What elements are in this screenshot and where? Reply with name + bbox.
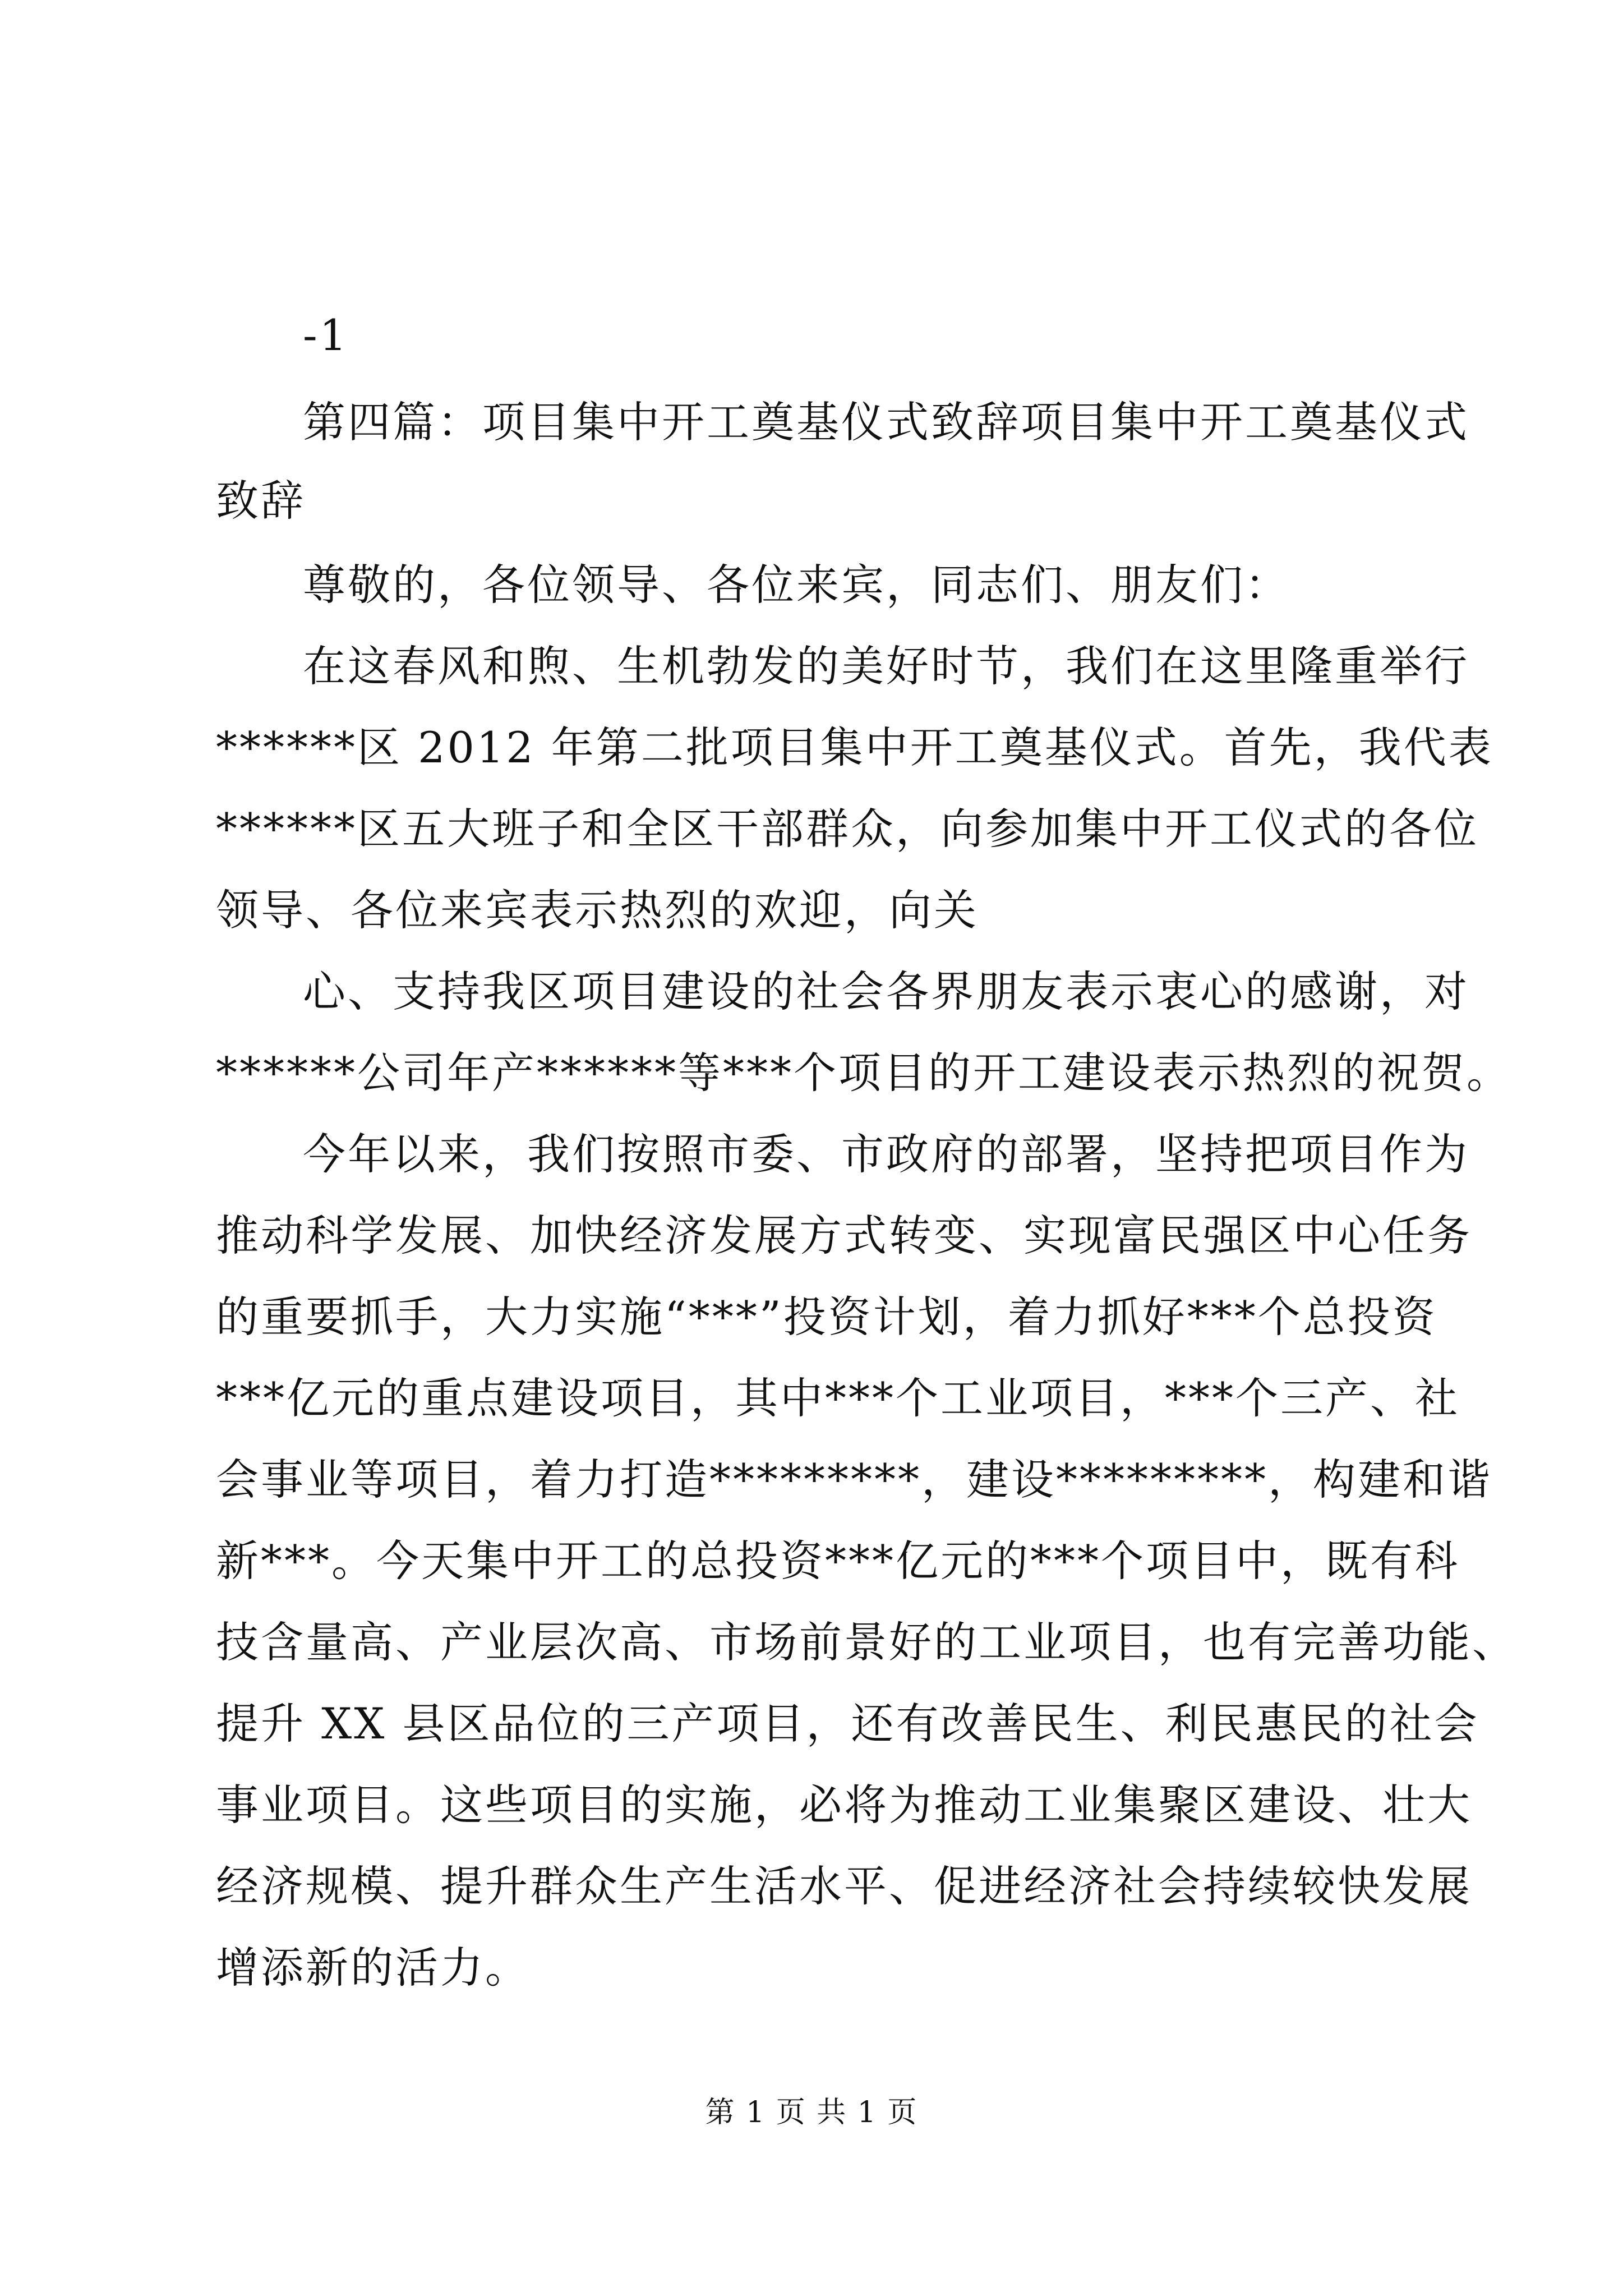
paragraph-line: 的重要抓手，大力实施“***”投资计划，着力抓好***个总投资 xyxy=(216,1292,1437,1342)
paragraph-line: 增添新的活力。 xyxy=(216,1943,530,1993)
paragraph-line: 在这春风和煦、生机勃发的美好时节，我们在这里隆重举行 xyxy=(303,641,1469,691)
section-heading: 第四篇：项目集中开工奠基仪式致辞项目集中开工奠基仪式 xyxy=(303,397,1469,447)
paragraph-line: 会事业等项目，着力打造*********，建设*********，构建和谐 xyxy=(216,1455,1492,1504)
paragraph-line: 新***。今天集中开工的总投资***亿元的***个项目中，既有科 xyxy=(216,1536,1460,1586)
paragraph-line: 经济规模、提升群众生产生活水平、促进经济社会持续较快发展 xyxy=(216,1861,1472,1911)
salutation: 尊敬的，各位领导、各位来宾，同志们、朋友们： xyxy=(303,560,1290,610)
paragraph-line: 推动科学发展、加快经济发展方式转变、实现富民强区中心任务 xyxy=(216,1211,1472,1260)
page-marker: -1 xyxy=(303,310,349,360)
paragraph-line: 事业项目。这些项目的实施，必将为推动工业集聚区建设、壮大 xyxy=(216,1780,1472,1830)
paragraph-line: ******区五大班子和全区干部群众，向参加集中开工仪式的各位 xyxy=(216,804,1479,854)
paragraph-line: 领导、各位来宾表示热烈的欢迎，向关 xyxy=(216,885,979,935)
paragraph-line: 技含量高、产业层次高、市场前景好的工业项目，也有完善功能、 xyxy=(216,1617,1517,1667)
paragraph-line: ***亿元的重点建设项目，其中***个工业项目，***个三产、社 xyxy=(216,1373,1460,1423)
paragraph-line: 心、支持我区项目建设的社会各界朋友表示衷心的感谢，对 xyxy=(303,967,1469,1016)
paragraph-line: 提升 XX 县区品位的三产项目，还有改善民生、利民惠民的社会 xyxy=(216,1699,1479,1749)
paragraph-line: ******区 2012 年第二批项目集中开工奠基仪式。首先，我代表 xyxy=(216,723,1493,772)
section-heading-continued: 致辞 xyxy=(216,476,306,526)
paragraph-line: 今年以来，我们按照市委、市政府的部署，坚持把项目作为 xyxy=(303,1129,1469,1179)
paragraph-line: ******公司年产******等***个项目的开工建设表示热烈的祝贺。 xyxy=(216,1048,1511,1098)
page-footer: 第 1 页 共 1 页 xyxy=(705,2096,918,2129)
